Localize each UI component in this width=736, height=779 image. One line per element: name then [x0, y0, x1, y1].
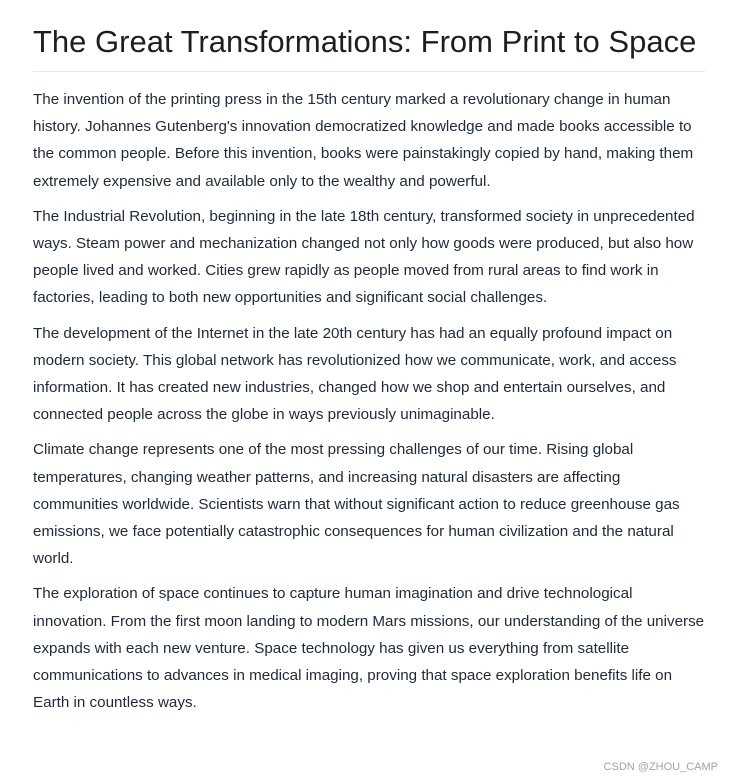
- paragraph-printing-press: The invention of the printing press in the 15th century marked a revolutionary change in human history. Johannes Gutenberg's innovation democratized knowledge and made books accessible to the common people. Before this invention, books were painstakingly copied by hand, making them extremely expensive and available only to the wealthy and powerful.: [33, 91, 694, 190]
- paragraph-climate-change: Climate change represents one of the most pressing challenges of our time. Rising global temperatures, changing weather patterns, and increasing natural disasters are affecting communities worldwide. Scientists warn that without significant action to reduce greenhouse gas emissions, we face potentially catastrophic consequences for human civilization and the natural world.: [33, 441, 680, 568]
- article-body: [33, 86, 705, 716]
- paragraph-internet: The development of the Internet in the late 20th century has had an equally profound impact on modern society. This global network has revolutionized how we communicate, work, and access information. It has created new industries, changed how we shop and entertain ourselves, and connected people across the globe in ways previously unimaginable.: [33, 324, 677, 424]
- article: [33, 0, 705, 724]
- paragraph-industrial-revolution: The Industrial Revolution, beginning in the late 18th century, transformed society in unprecedented ways. Steam power and mechanization changed not only how goods were produced, but also how people lived and worked. Cities grew rapidly as people moved from rural areas to find work in factories, leading to both new opportunities and significant social challenges.: [33, 207, 695, 307]
- article-title: The Great Transformations: From Print to Space: [33, 0, 705, 72]
- paragraph-space-exploration: The exploration of space continues to capture human imagination and drive technological innovation. From the first moon landing to modern Mars missions, our understanding of the universe expands with each new venture. Space technology has given us everything from satellite communications to advances in medical imaging, proving that space exploration benefits life on Earth in countless ways.: [33, 585, 705, 712]
- watermark: CSDN @ZHOU_CAMP: [603, 761, 718, 773]
